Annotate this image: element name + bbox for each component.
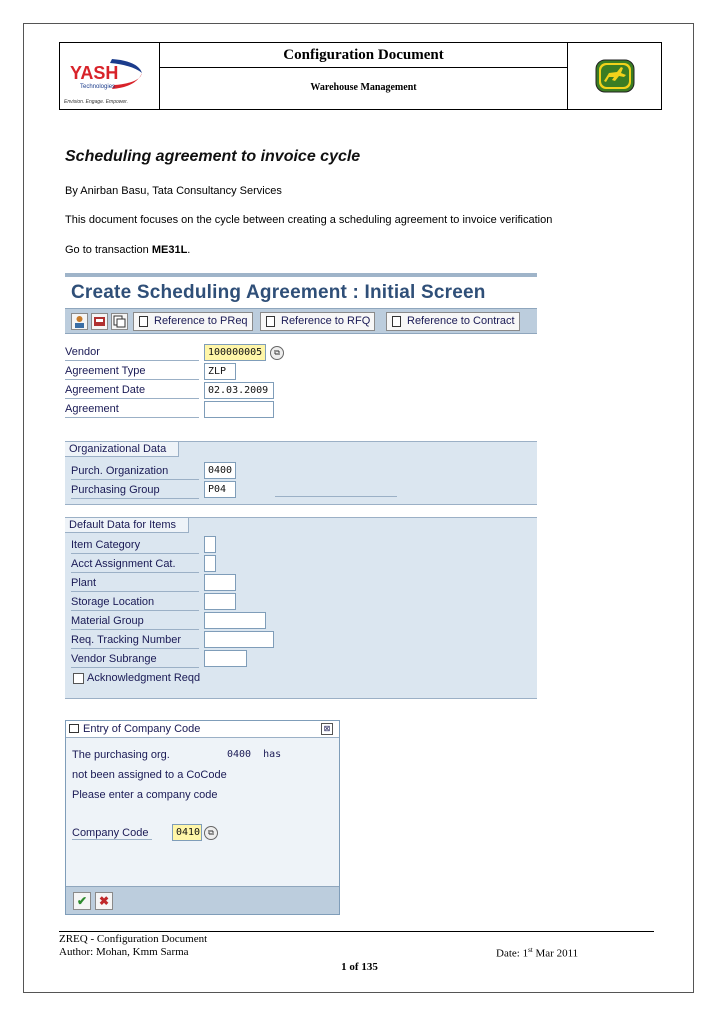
agreement-type-input[interactable]: ZLP (204, 363, 236, 380)
goto-prefix: Go to transaction (65, 244, 152, 256)
vendor-subrange-input[interactable] (204, 650, 247, 667)
purchasing-group-input[interactable]: P04 (204, 481, 236, 498)
purch-organization-label: Purch. Organization (71, 463, 199, 480)
document-header (59, 42, 662, 110)
yash-logo-sub: Technologies (80, 84, 116, 90)
window-icon (69, 724, 79, 733)
footer-date-sup: st (528, 946, 533, 954)
yash-logo-tagline: Envision. Engage. Empower. (64, 99, 129, 105)
author-line: By Anirban Basu, Tata Consultancy Services (65, 185, 282, 197)
material-group-input[interactable] (204, 612, 266, 629)
header-subtitle: Warehouse Management (310, 82, 417, 93)
person-icon[interactable] (71, 313, 88, 330)
company-code-label: Company Code (72, 827, 152, 840)
vendor-input[interactable]: 100000005 (204, 344, 266, 361)
agreement-date-input[interactable]: 02.03.2009 (204, 382, 274, 399)
company-code-search-help-icon[interactable]: ⧉ (204, 826, 218, 840)
sap-screen-title: Create Scheduling Agreement : Initial Screen (71, 282, 486, 303)
agreement-type-label: Agreement Type (65, 363, 199, 380)
footer-date-prefix: Date: 1 (496, 947, 529, 960)
agreement-input[interactable] (204, 401, 274, 418)
reference-to-rfq-button[interactable] (260, 312, 375, 331)
yash-logo (60, 43, 160, 109)
confirm-check-icon[interactable]: ✔ (73, 892, 91, 910)
acknowledgment-reqd-checkbox[interactable] (73, 673, 84, 684)
req-tracking-number-label: Req. Tracking Number (71, 632, 199, 649)
dialog-message-line1 (72, 749, 282, 761)
footer-doc-name: ZREQ - Configuration Document (59, 933, 208, 945)
dialog-purch-org-value: 0400 has (227, 749, 282, 760)
dialog-titlebar (66, 721, 339, 738)
reference-to-rfq-label: Reference to RFQ (281, 315, 371, 327)
org-icon[interactable] (91, 313, 108, 330)
cancel-x-icon[interactable]: ✖ (95, 892, 113, 910)
default-data-title: Default Data for Items (65, 518, 189, 533)
footer-date-suffix: Mar 2011 (532, 947, 579, 960)
acct-assignment-input[interactable] (204, 555, 216, 572)
dialog-footer (66, 886, 339, 914)
footer-rule (59, 931, 654, 932)
yash-logo-text: YASH (70, 63, 119, 83)
yash-logo-graphic (60, 43, 160, 109)
goto-suffix: . (187, 244, 191, 256)
john-deere-logo (568, 43, 661, 109)
storage-location-label: Storage Location (71, 594, 199, 611)
dialog-title: Entry of Company Code (83, 723, 201, 735)
footer-author: Author: Mohan, Kmm Sarma (59, 946, 189, 958)
organizational-data-group (65, 441, 537, 505)
vendor-subrange-label: Vendor Subrange (71, 651, 199, 668)
material-group-label: Material Group (71, 613, 199, 630)
company-code-input[interactable]: 0410 (172, 824, 202, 841)
footer-date (496, 946, 578, 960)
company-code-dialog (65, 720, 340, 915)
vendor-label: Vendor (65, 344, 199, 361)
reference-to-contract-button[interactable] (386, 312, 520, 331)
transaction-code: ME31L (151, 244, 188, 256)
dialog-message-line1-text: The purchasing org. (72, 749, 170, 761)
default-data-group (65, 517, 537, 699)
agreement-date-label: Agreement Date (65, 382, 199, 399)
sap-toolbar (65, 308, 537, 334)
document-title: Scheduling agreement to invoice cycle (65, 148, 361, 165)
agreement-label: Agreement (65, 401, 199, 418)
acknowledgment-reqd-label: Acknowledgment Reqd (87, 672, 201, 684)
deer-icon (595, 59, 635, 93)
storage-location-input[interactable] (204, 593, 236, 610)
document-icon (139, 316, 148, 327)
document-icon (266, 316, 275, 327)
header-title: Configuration Document (160, 43, 567, 68)
dialog-message-line3: Please enter a company code (72, 789, 218, 801)
sap-top-line (65, 273, 537, 277)
dialog-message-line2: not been assigned to a CoCode (72, 769, 227, 781)
document-icon (392, 316, 401, 327)
goto-transaction (65, 244, 190, 256)
plant-input[interactable] (204, 574, 236, 591)
item-category-input[interactable] (204, 536, 216, 553)
organizational-data-title: Organizational Data (65, 442, 179, 457)
req-tracking-number-input[interactable] (204, 631, 274, 648)
reference-to-preq-button[interactable] (133, 312, 253, 331)
purch-organization-input[interactable]: 0400 (204, 462, 236, 479)
plant-label: Plant (71, 575, 199, 592)
intro-paragraph: This document focuses on the cycle between creating a scheduling agreement to invoice verification (65, 214, 553, 226)
item-category-label: Item Category (71, 537, 199, 554)
purchasing-group-label: Purchasing Group (71, 482, 199, 499)
header-center (160, 43, 568, 109)
reference-to-preq-label: Reference to PReq (154, 315, 248, 327)
reference-to-contract-label: Reference to Contract (407, 315, 515, 327)
footer-page-number: 1 of 135 (341, 961, 378, 973)
copy-icon[interactable] (111, 313, 128, 330)
sap-screenshot (65, 273, 537, 699)
purchasing-group-description-line (275, 496, 397, 497)
vendor-search-help-icon[interactable]: ⧉ (270, 346, 284, 360)
close-icon[interactable]: ⊠ (321, 723, 333, 735)
acct-assignment-label: Acct Assignment Cat. (71, 556, 199, 573)
